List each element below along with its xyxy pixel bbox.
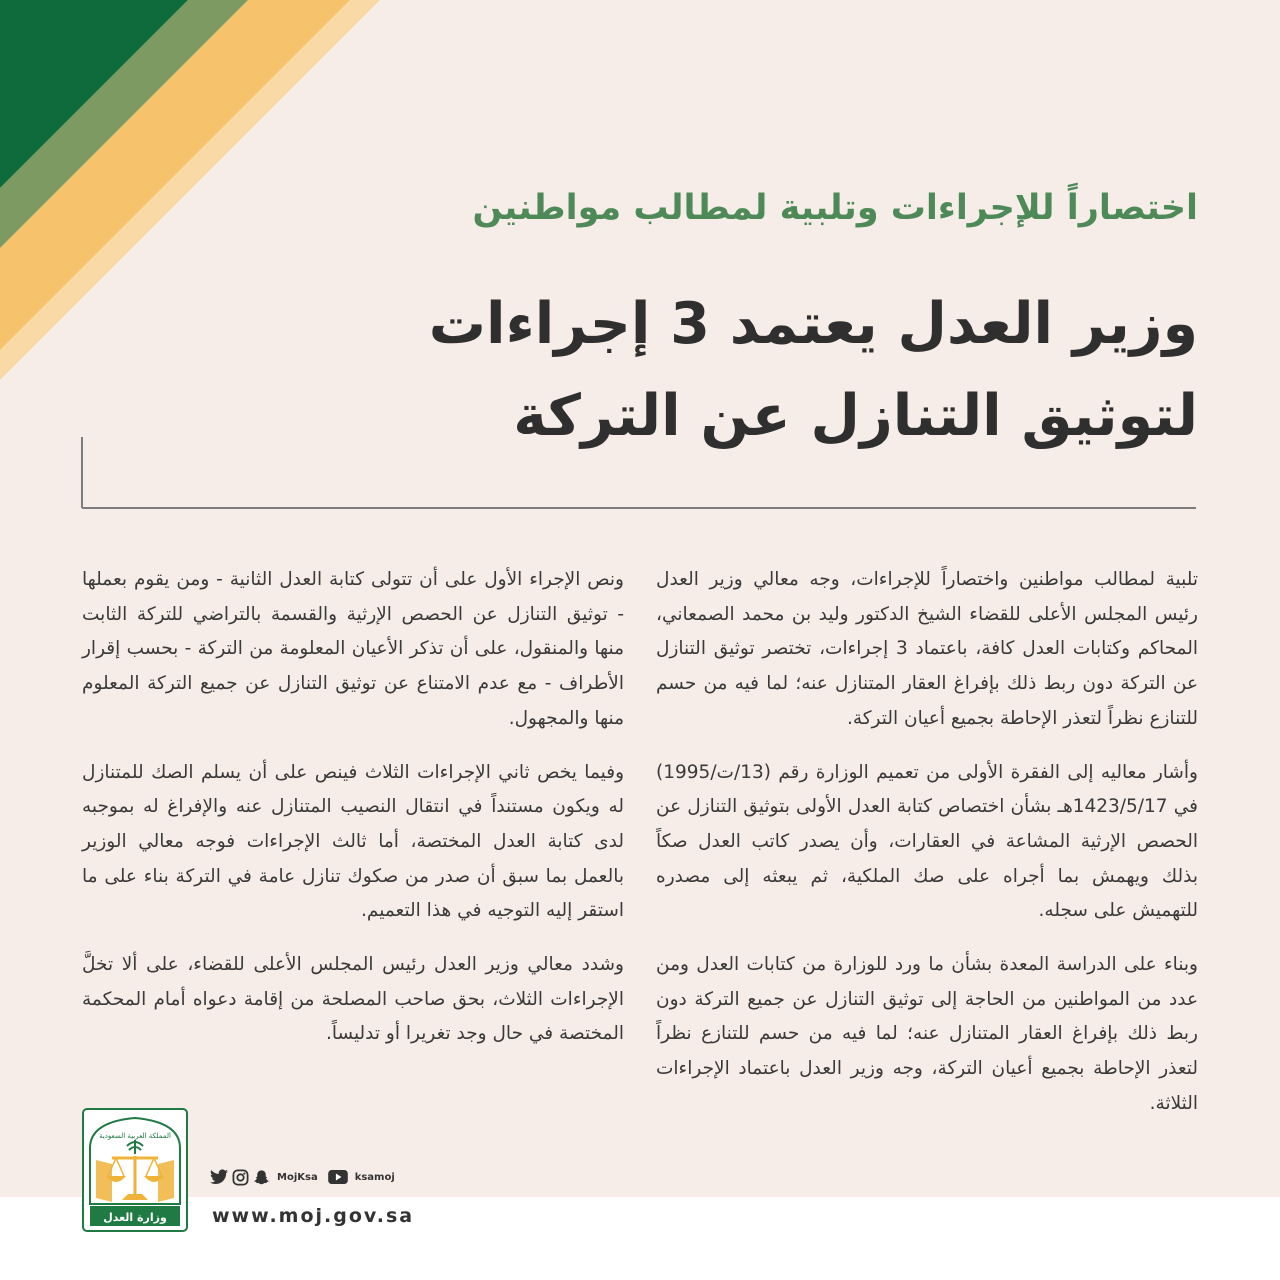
paragraph: ونص الإجراء الأول على أن تتولى كتابة العدل الثانية - ومن يقوم بعملها - توثيق التنازل عن الحصص الإرثية والقسمة بالتراضي للتركة الثابت منها والمنقول، على أن تذكر الأعيان المعلومة من التركة - بحسب إقرار الأطراف - مع عدم الامتناع عن توثيق التنازل عن جميع التركة المعلوم منها والمجهول. [82,569,624,729]
logo-top-text: المملكة العربية السعودية [99,1132,171,1140]
divider-vertical [81,437,83,508]
logo-text: وزارة العدل [103,1211,167,1224]
social-row [210,1166,401,1188]
divider-horizontal [82,507,1196,509]
paragraph: وفيما يخص ثاني الإجراءات الثلاث فينص على أن يسلم الصك للمتنازل له ويكون مستنداً في انتقال النصيب المتنازل عنه والإفراغ له بموجبه لدى كتابة العدل المختصة، أما ثالث الإجراءات فوجه معالي الوزير بالعمل بما سبق أن صدر من صكوك تنازل عامة في التركة بناء على ما استقر إليه التوجيه في هذا التعميم. [82,761,624,922]
title-line-1: وزير العدل يعتمد 3 إجراءات [428,291,1198,357]
body-column-left [82,563,624,1071]
article-title [429,278,1198,462]
twitter-icon[interactable] [210,1169,228,1185]
social-handle-primary[interactable]: MojKsa [277,1171,318,1183]
body-column-right [656,563,1198,1141]
instagram-icon[interactable] [232,1169,249,1186]
snapchat-icon[interactable] [253,1169,270,1186]
social-handle-youtube[interactable]: ksamoj [354,1171,395,1183]
title-line-2: لتوثيق التنازل عن التركة [513,383,1198,449]
website-link[interactable]: www.moj.gov.sa [212,1205,415,1227]
paragraph: وشدد معالي وزير العدل رئيس المجلس الأعلى للقضاء، على ألا تخلَّ الإجراءات الثلاث، بحق صاحب المصلحة من إقامة دعواه أمام المحكمة المختصة في حال وجد تغريرا أو تدليساً. [82,954,624,1045]
article-subtitle: اختصاراً للإجراءات وتلبية لمطالب مواطنين [472,188,1198,228]
ministry-logo [82,1108,188,1232]
paragraph: وبناء على الدراسة المعدة بشأن ما ورد للوزارة من كتابات العدل ومن عدد من المواطنين من الحاجة إلى توثيق التنازل عن جميع التركة دون ربط ذلك بإفراغ العقار المتنازل عنه؛ لما فيه من حسم للتنازع نظراً لتعذر الإحاطة بجميع أعيان التركة، وجه وزير العدل باعتماد الإجراءات الثلاثة. [656,954,1198,1114]
footer-bar [0,1197,1280,1280]
youtube-icon[interactable] [328,1170,348,1184]
corner-stripes [0,0,400,400]
paragraph: وأشار معاليه إلى الفقرة الأولى من تعميم الوزارة رقم (13/ت/1995) في 1423/5/17هـ بشأن اختصاص كتابة العدل الأولى بتوثيق التنازل عن الحصص الإرثية المشاعة في العقارات، وأن يصدر كاتب العدل صكاً بذلك ويهمش بما أجراه على صك الملكية، ثم يبعثه إلى مصدره للتهميش على سجله. [656,761,1198,922]
paragraph: تلبية لمطالب مواطنين واختصاراً للإجراءات، وجه معالي وزير العدل رئيس المجلس الأعلى للقضاء الشيخ الدكتور وليد بن محمد الصمعاني، المحاكم وكتابات العدل كافة، باعتماد 3 إجراءات، تختصر توثيق التنازل عن التركة دون ربط ذلك بإفراغ العقار المتنازل عنه؛ لما فيه من حسم للتنازع نظراً لتعذر الإحاطة بجميع أعيان التركة. [656,569,1198,729]
